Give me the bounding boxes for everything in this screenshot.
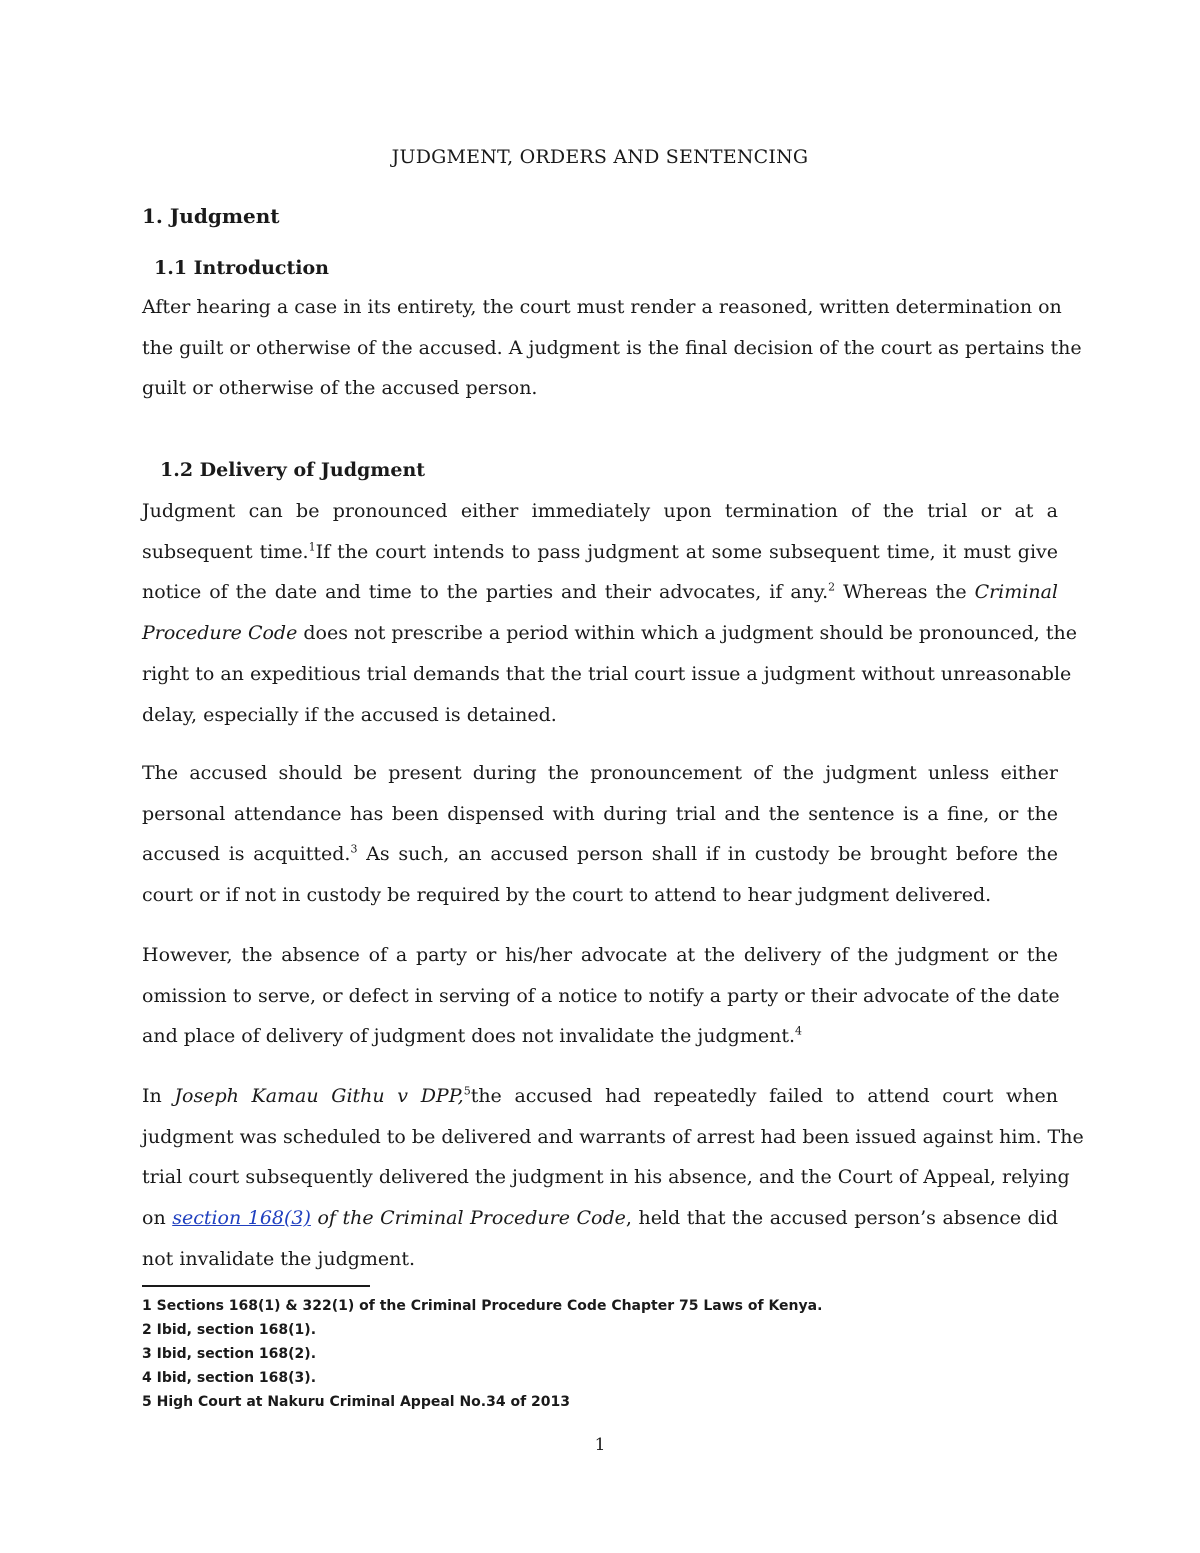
footnote-ref-1[interactable]: 1 bbox=[308, 540, 316, 554]
paragraph-line: Judgment can be pronounced either immediately upon termination of the trial or at a bbox=[142, 500, 1058, 522]
paragraph-line: The accused should be present during the pronouncement of the judgment unless either bbox=[142, 762, 1058, 784]
footnote-ref-4[interactable]: 4 bbox=[795, 1025, 803, 1039]
paragraph-line: accused is acquitted.$^3$ As such, an accused person shall if in custody be brought before the bbox=[142, 843, 1058, 866]
paragraph-line: and place of delivery of judgment does not invalidate the judgment.$^4$ bbox=[142, 1025, 803, 1048]
page-number: 1 bbox=[594, 1435, 606, 1455]
paragraph-line: In Joseph Kamau Githu v DPP,$^5$the accused had repeatedly failed to attend court when bbox=[142, 1084, 1058, 1107]
paragraph-line: not invalidate the judgment. bbox=[142, 1247, 416, 1270]
paragraph-line: notice of the date and time to the parties and their advocates, if any.$^2$ Whereas the Criminal bbox=[142, 581, 1058, 604]
section-168-3-link[interactable]: section 168(3) bbox=[172, 1207, 311, 1230]
paragraph-line: However, the absence of a party or his/her advocate at the delivery of the judgment or the bbox=[142, 944, 1058, 966]
paragraph-line: right to an expeditious trial demands that the trial court issue a judgment without unreasonable bbox=[142, 662, 1072, 685]
paragraph-line: After hearing a case in its entirety, the court must render a reasoned, written determination on bbox=[142, 296, 1062, 318]
footnote-ref-5[interactable]: 5 bbox=[463, 1084, 471, 1098]
footnote-ref-3[interactable]: 3 bbox=[350, 843, 358, 857]
footnote-1: 1 Sections 168(1) & 322(1) of the Criminal Procedure Code Chapter 75 Laws of Kenya. bbox=[142, 1298, 823, 1314]
paragraph-accused-presence bbox=[142, 753, 1058, 916]
heading-introduction: 1.1 Introduction bbox=[154, 257, 329, 279]
paragraph-line: Procedure Code does not prescribe a period within which a judgment should be pronounced, the bbox=[142, 622, 1077, 645]
document-title: JUDGMENT, ORDERS AND SENTENCING bbox=[391, 146, 809, 168]
paragraph-line: the guilt or otherwise of the accused. A judgment is the final decision of the court as pertains the bbox=[142, 336, 1082, 359]
paragraph-line: trial court subsequently delivered the judgment in his absence, and the Court of Appeal, relying bbox=[142, 1166, 1070, 1189]
paragraph-case-example bbox=[142, 1076, 1084, 1280]
heading-judgment: 1. Judgment bbox=[142, 204, 280, 228]
paragraph-delivery-timing bbox=[142, 491, 1077, 735]
paragraph-line: personal attendance has been dispensed with during trial and the sentence is a fine, or the bbox=[142, 802, 1058, 825]
paragraph-line: delay, especially if the accused is detained. bbox=[142, 703, 557, 726]
heading-delivery-of-judgment: 1.2 Delivery of Judgment bbox=[160, 459, 426, 481]
footnote-4: 4 Ibid, section 168(3). bbox=[142, 1370, 317, 1386]
paragraph-line: omission to serve, or defect in serving of a notice to notify a party or their advocate of the date bbox=[142, 984, 1060, 1007]
footnote-5: 5 High Court at Nakuru Criminal Appeal No.34 of 2013 bbox=[142, 1394, 571, 1410]
paragraph-line: guilt or otherwise of the accused person. bbox=[142, 377, 538, 400]
footnote-2: 2 Ibid, section 168(1). bbox=[142, 1322, 317, 1338]
paragraph-line: court or if not in custody be required by the court to attend to hear judgment delivered. bbox=[142, 884, 992, 907]
paragraph-introduction bbox=[142, 287, 1082, 409]
paragraph-absence-of-party bbox=[142, 935, 1058, 1057]
footnote-3: 3 Ibid, section 168(2). bbox=[142, 1346, 317, 1362]
footnote-separator bbox=[142, 1285, 370, 1287]
footnote-ref-2[interactable]: 2 bbox=[828, 581, 836, 595]
paragraph-line: judgment was scheduled to be delivered and warrants of arrest had been issued against him. The bbox=[142, 1125, 1084, 1148]
paragraph-line: subsequent time.$^1$If the court intends to pass judgment at some subsequent time, it must give bbox=[142, 540, 1058, 563]
paragraph-line: on section 168(3) of the Criminal Procedure Code, held that the accused person’s absence did bbox=[142, 1207, 1058, 1230]
